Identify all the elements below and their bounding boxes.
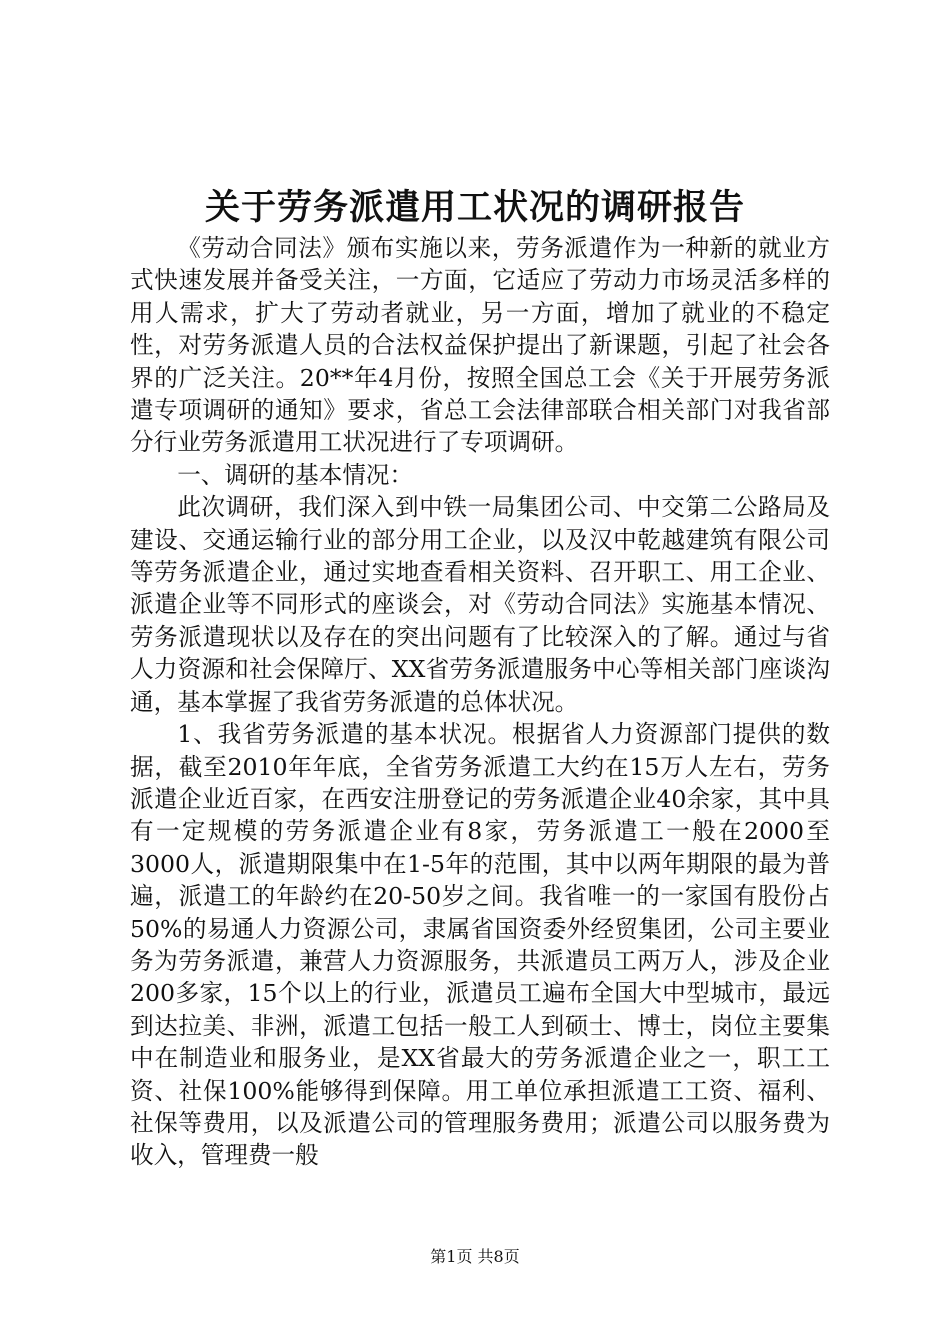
page-number-footer: 第1页 共8页 [430,1247,520,1266]
document-title: 关于劳务派遣用工状况的调研报告 [204,187,745,228]
paragraph-research-scope: 此次调研，我们深入到中铁一局集团公司、中交第二公路局及建设、交通运输行业的部分用工企业，以及汉中乾越建筑有限公司等劳务派遣企业，通过实地查看相关资料、召开职工、用工企业、派遣企业等不同形式的座谈会，对《劳动合同法》实施基本情况、劳务派遣现状以及存在的突出问题有了比较深入的了解。通过与省人力资源和社会保障厅、XX省劳务派遣服务中心等相关部门座谈沟通，基本掌握了我省劳务派遣的总体状况。 [130,493,830,716]
section-heading-basic-situation: 一、调研的基本情况： [177,460,414,489]
document-body [130,232,830,1172]
paragraph-intro: 《劳动合同法》颁布实施以来，劳务派遣作为一种新的就业方式快速发展并备受关注，一方面，它适应了劳动力市场灵活多样的用人需求，扩大了劳动者就业，另一方面，增加了就业的不稳定性，对劳务派遣人员的合法权益保护提出了新课题，引起了社会各界的广泛关注。20**年4月份，按照全国总工会《关于开展劳务派遣专项调研的通知》要求，省总工会法律部联合相关部门对我省部分行业劳务派遣用工状况进行了专项调研。 [130,234,830,457]
paragraph-dispatch-status: 1、我省劳务派遣的基本状况。根据省人力资源部门提供的数据，截至2010年年底，全省劳务派遣工大约在15万人左右，劳务派遣企业近百家，在西安注册登记的劳务派遣企业40余家，其中具有一定规模的劳务派遣企业有8家，劳务派遣工一般在2000至3000人，派遣期限集中在1-5年的范围，其中以两年期限的最为普遍，派遣工的年龄约在20-50岁之间。我省唯一的一家国有股份占50%的易通人力资源公司，隶属省国资委外经贸集团，公司主要业务为劳务派遣，兼营人力资源服务，共派遣员工两万人，涉及企业200多家，15个以上的行业，派遣员工遍布全国大中型城市，最远到达拉美、非洲，派遣工包括一般工人到硕士、博士，岗位主要集中在制造业和服务业，是XX省最大的劳务派遣企业之一，职工工资、社保100%能够得到保障。用工单位承担派遣工工资、福利、社保等费用，以及派遣公司的管理服务费用；派遣公司以服务费为收入，管理费一般 [130,720,830,1170]
